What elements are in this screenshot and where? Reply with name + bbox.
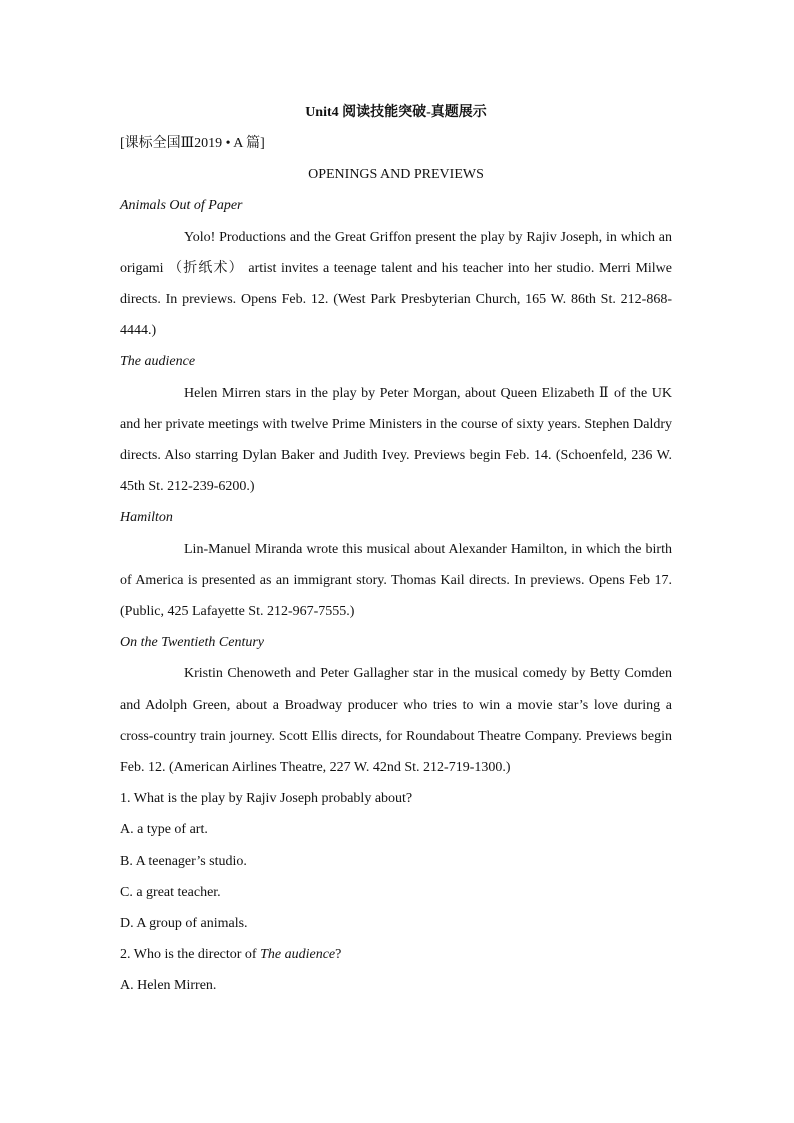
section-paragraph-the-audience: Helen Mirren stars in the play by Peter Morgan, about Queen Elizabeth Ⅱ of the UK and her private meetings with twelve Prime Ministers in the course of sixty years. Stephen Daldry directs. Also starring Dylan Baker and Judith Ivey. Previews begin Feb. 14. (Schoenfeld, 236 W. 45th St. 212-239-6200.) [120,385,672,495]
document-title: Unit4 阅读技能突破-真题展示 [305,105,487,120]
source-label: [课标全国Ⅲ2019 • A 篇] [120,136,265,151]
question-2-option-a: A. Helen Mirren. [120,978,217,994]
question-1-option-d: D. A group of animals. [120,916,248,932]
question-1-option-a: A. a type of art. [120,822,208,838]
section-paragraph-hamilton: Lin-Manuel Miranda wrote this musical about Alexander Hamilton, in which the birth of America is presented as an immigrant story. Thomas Kail directs. In previews. Opens Feb 17. (Public, 425 Lafayette St. 212-967-7555.) [120,541,672,620]
section-title-animals-out-of-paper: Animals Out of Paper [120,198,243,214]
section-title-the-audience: The audience [120,354,196,370]
question-2-prompt-start: 2. Who is the director of [120,947,261,963]
question-1-option-c: C. a great teacher. [120,884,221,900]
question-1-option-b: B. A teenager’s studio. [120,853,247,869]
question-1: 1. What is the play by Rajiv Joseph probably about? [120,791,413,807]
passage-heading: OPENINGS AND PREVIEWS [308,167,484,183]
question-2-prompt-end: ? [335,947,342,963]
question-2 [120,939,672,970]
question-2-prompt-title: The audience [260,947,336,963]
section-title-hamilton: Hamilton [120,510,173,526]
section-paragraph-animals-out-of-paper: Yolo! Productions and the Great Griffon present the play by Rajiv Joseph, in which an origami （折纸术） artist invites a teenage talent and his teacher into her studio. Merri Milwe directs. In previews. Opens Feb. 12. (West Park Presbyterian Church, 165 W. 86th St. 212-868-4444.) [120,229,672,339]
document-body [120,128,672,1002]
section-title-on-the-twentieth-century: On the Twentieth Century [120,635,264,651]
section-paragraph-on-the-twentieth-century: Kristin Chenoweth and Peter Gallagher star in the musical comedy by Betty Comden and Adolph Green, about a Broadway producer who tries to win a movie star’s love during a cross-country train journey. Scott Ellis directs, for Roundabout Theatre Company. Previews begin Feb. 12. (American Airlines Theatre, 227 W. 42nd St. 212-719-1300.) [120,666,672,776]
